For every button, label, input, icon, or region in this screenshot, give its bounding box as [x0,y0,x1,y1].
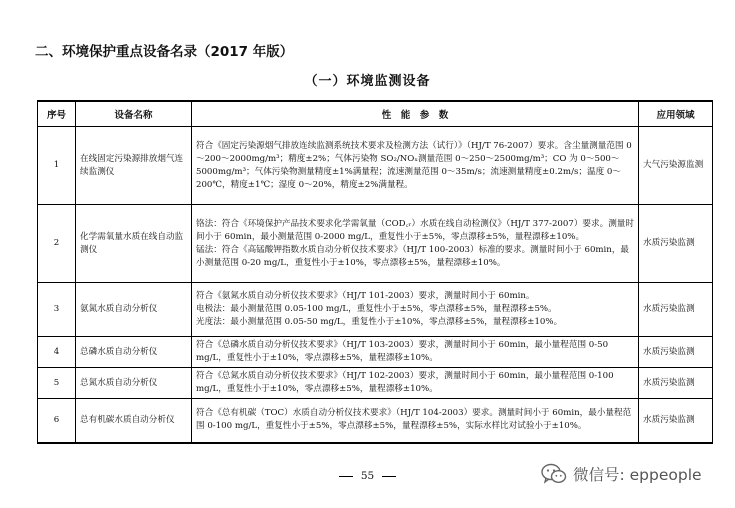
performance-params [192,283,639,337]
param-line: 符合《总有机碳（TOC）水质自动分析仪技术要求》（HJ/T 104-2003）要求。测量时间小于 60min，最小量程范围 0-100 mg/L，重复性小于±5%，零点漂移±5%，量程漂移±5%，实际水样比对试验小于±10%。 [196,408,632,432]
dash-right [382,476,396,477]
performance-params [192,368,639,399]
row-number: 5 [38,368,76,399]
performance-params [192,399,639,443]
equipment-name: 总磷水质自动分析仪 [76,337,192,368]
param-line: 符合《总磷水质自动分析仪技术要求》（HJ/T 103-2003）要求，测量时间小于 60min，最小量程范围 0-50 mg/L，重复性小于±10%，零点漂移±5%，量程漂移±10%。 [196,340,609,363]
row-number: 4 [38,337,76,368]
table-row [38,283,713,337]
param-line: 电极法：最小测量范围 0.05-100 mg/L，重复性小于±5%，零点漂移±5%，量程漂移±5%。 [196,304,557,314]
performance-params [192,205,639,283]
param-line: 符合《总氮水质自动分析仪技术要求》（HJ/T 102-2003）要求，测量时间小于 60min，最小量程范围 0-100 mg/L，重复性小于±10%，零点漂移±5%，量程漂移±10%。 [196,371,614,394]
row-number: 1 [38,127,76,205]
table-row [38,399,713,443]
table-row [38,368,713,399]
application-field: 水质污染监测 [639,337,713,368]
performance-params [192,127,639,205]
wechat-watermark [541,461,702,487]
application-field: 水质污染监测 [639,399,713,443]
equipment-table [37,100,713,444]
param-line: 符合《固定污染源烟气排放连续监测系统技术要求及检测方法（试行）》（HJ/T 76-2007）要求。含尘量测量范围 0～200～2000mg/m³；精度±2%；气体污染物 SO₂/NOₓ测量范围 0～250～2500mg/m³；CO 为 0～500～5000mg/m³；气体污染物测量精度±1%满量程；流速测量范围 0～35m/s；流速测量精度±0.2m/s；温度 0～200℃，精度±1℃；湿度 0～20%，精度±2%满量程。 [196,140,632,190]
watermark-text: 微信号: eppeople [573,466,702,484]
application-field: 水质污染监测 [639,283,713,337]
application-field: 水质污染监测 [639,205,713,283]
dash-left [339,476,353,477]
application-field: 水质污染监测 [639,368,713,399]
page-number-value: 55 [360,470,375,482]
table-row [38,337,713,368]
section-heading: 二、环境保护重点设备名录（2017 年版） [35,44,294,60]
param-line: 铬法：符合《环境保护产品技术要求化学需氧量（COD꜀ᵣ）水质在线自动检测仪》（HJ/T 377-2007）要求。测量时间小于 60min，最小测量范围 0-2000 mg/L，重复性小于±5%，零点漂移±5%，量程漂移±10%。 [196,218,634,242]
table-row [38,127,713,205]
equipment-name: 在线固定污染源排放烟气连续监测仪 [76,127,192,205]
header-field: 应用领域 [639,101,713,127]
performance-params [192,337,639,368]
header-name: 设备名称 [76,101,192,127]
equipment-name: 氨氮水质自动分析仪 [76,283,192,337]
param-line: 光度法：最小测量范围 0.05-50 mg/L，重复性小于±10%，零点漂移±5%，量程漂移±10%。 [196,317,563,327]
application-field: 大气污染源监测 [639,127,713,205]
row-number: 2 [38,205,76,283]
equipment-name: 总有机碳水质自动分析仪 [76,399,192,443]
wechat-icon [541,463,567,485]
equipment-name: 总氮水质自动分析仪 [76,368,192,399]
param-line: 符合《氨氮水质自动分析仪技术要求》（HJ/T 101-2003）要求，测量时间小于 60min。 [196,291,535,301]
table-row [38,205,713,283]
header-no: 序号 [38,101,76,127]
row-number: 3 [38,283,76,337]
equipment-name: 化学需氧量水质在线自动监测仪 [76,205,192,283]
param-line: 锰法：符合《高锰酸钾指数水质自动分析仪技术要求》（HJ/T 100-2003）标准的要求。测量时间小于 60min，最小测量范围 0-20 mg/L，重复性小于±10%，零点漂移±5%，量程漂移±10%。 [196,244,630,268]
table-header-row [38,101,713,127]
sub-heading: （一）环境监测设备 [304,74,431,89]
header-params: 性 能 参 数 [192,101,639,127]
row-number: 6 [38,399,76,443]
